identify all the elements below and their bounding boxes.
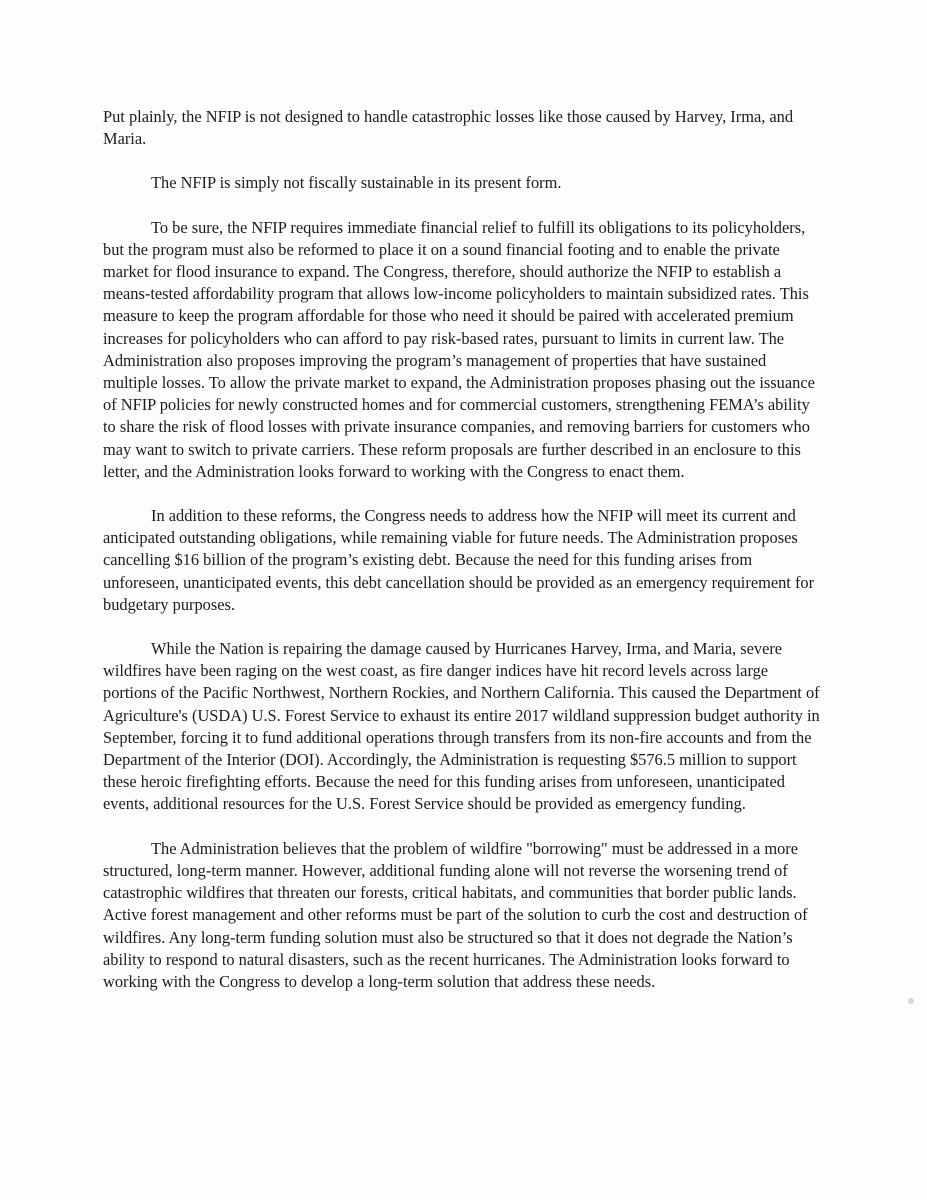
paragraph-nfip-not-sustainable: The NFIP is simply not fiscally sustainable in its present form. (151, 173, 562, 193)
paragraph-nfip-not-designed: Put plainly, the NFIP is not designed to handle catastrophic losses like those caused by Harvey, Irma, and Maria. (103, 107, 794, 149)
paragraph-wildfires: While the Nation is repairing the damage caused by Hurricanes Harvey, Irma, and Maria, severe wildfires have been raging on the west coast, as fire danger indices have hit record levels across large portions of the Pacific Northwest, Northern Rockies, and Northern California. This caused the Department of Agriculture's (USDA) U.S. Forest Service to exhaust its entire 2017 wildland suppression budget authority in September, forcing it to fund additional operations through transfers from its non-fire accounts and from the Department of the Interior (DOI). Accordingly, the Administration is requesting $576.5 million to support these heroic firefighting efforts. Because the need for this funding arises from unforeseen, unanticipated events, additional resources for the U.S. Forest Service should be provided as emergency funding. (103, 639, 820, 814)
paragraph-debt-cancellation: In addition to these reforms, the Congress needs to address how the NFIP will meet its current and anticipated outstanding obligations, while remaining viable for future needs. The Administration proposes cancelling $16 billion of the program’s existing debt. Because the need for this funding arises from unforeseen, unanticipated events, this debt cancellation should be provided as an emergency requirement for budgetary purposes. (103, 506, 815, 614)
scan-speck (908, 998, 914, 1004)
paragraph-nfip-reforms: To be sure, the NFIP requires immediate financial relief to fulfill its obligations to its policyholders, but the program must also be reformed to place it on a sound financial footing and to enable the private market for flood insurance to expand. The Congress, therefore, should authorize the NFIP to establish a means-tested affordability program that allows low-income policyholders to maintain subsidized rates. This measure to keep the program affordable for those who need it should be paired with accelerated premium increases for policyholders who can afford to pay risk-based rates, pursuant to limits in current law. The Administration also proposes improving the program’s management of properties that have sustained multiple losses. To allow the private market to expand, the Administration proposes phasing out the issuance of NFIP policies for newly constructed homes and for commercial customers, strengthening FEMA’s ability to share the risk of flood losses with private insurance companies, and removing barriers for customers who may want to switch to private carriers. These reform proposals are further described in an enclosure to this letter, and the Administration looks forward to working with the Congress to enact them. (103, 217, 815, 481)
letter-body (103, 106, 823, 1015)
paragraph-wildfire-borrowing: The Administration believes that the problem of wildfire "borrowing" must be addressed in a more structured, long-term manner. However, additional funding alone will not reverse the worsening trend of catastrophic wildfires that threaten our forests, critical habitats, and communities that border public lands. Active forest management and other reforms must be part of the solution to curb the cost and destruction of wildfires. Any long-term funding solution must also be structured so that it does not degrade the Nation’s ability to respond to natural disasters, such as the recent hurricanes. The Administration looks forward to working with the Congress to develop a long-term solution that address these needs. (103, 838, 808, 991)
